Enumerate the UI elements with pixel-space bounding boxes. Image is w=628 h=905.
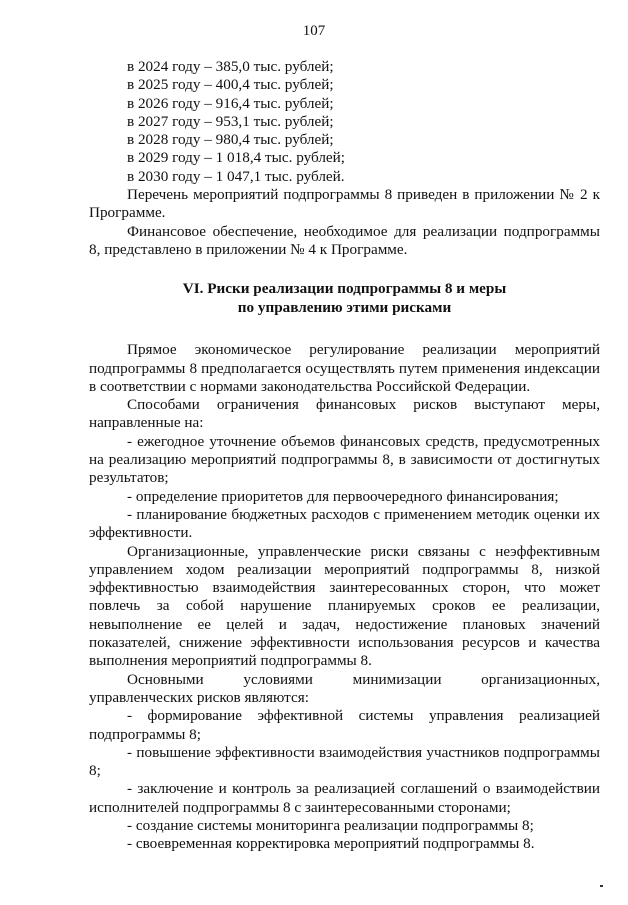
section-heading [89, 279, 600, 317]
paragraph: Перечень мероприятий подпрограммы 8 приведен в приложении № 2 к Программе. [89, 186, 600, 222]
list-item: - повышение эффективности взаимодействия участников подпрограммы 8; [89, 743, 600, 780]
list-item: - ежегодное уточнение объемов финансовых средств, предусмотренных на реализацию мероприятий подпрограммы 8, в зависимости от достигнутых результатов; [89, 432, 600, 487]
paragraph: Финансовое обеспечение, необходимое для реализации подпрограммы 8, представлено в приложении № 4 к Программе. [89, 222, 600, 258]
list-item: - создание системы мониторинга реализации подпрограммы 8; [127, 816, 534, 834]
funding-line: в 2028 году – 980,4 тыс. рублей; [127, 131, 334, 149]
funding-line: в 2025 году – 400,4 тыс. рублей; [127, 76, 334, 94]
list-item: - своевременная корректировка мероприятий подпрограммы 8. [127, 835, 535, 853]
list-item: - формирование эффективной системы управления реализацией подпрограммы 8; [89, 707, 600, 743]
funding-line: в 2027 году – 953,1 тыс. рублей; [127, 112, 334, 130]
page-number: 107 [302, 23, 326, 39]
list-item: - заключение и контроль за реализацией соглашений о взаимодействии исполнителей подпрограммы 8 с заинтересованными сторонами; [89, 780, 600, 816]
funding-line: в 2030 году – 1 047,1 тыс. рублей. [127, 167, 345, 185]
funding-line: в 2029 году – 1 018,4 тыс. рублей; [127, 149, 345, 167]
funding-line: в 2026 году – 916,4 тыс. рублей; [127, 94, 334, 112]
page-content [89, 58, 600, 854]
section-heading-line: VI. Риски реализации подпрограммы 8 и меры [182, 280, 507, 298]
scan-speck [600, 885, 603, 887]
paragraph: Прямое экономическое регулирование реализации мероприятий подпрограммы 8 предполагается осуществлять путем применения индексации в соответствии с нормами законодательства Российской Федерации. [89, 341, 600, 395]
paragraph: Основными условиями минимизации организационных, управленческих рисков являются: [89, 670, 600, 706]
paragraph: Организационные, управленческие риски связаны с неэффективным управлением ходом реализации мероприятий подпрограммы 8, низкой эффективностью взаимодействия заинтересованных сторон, что может повлечь за собой нарушение планируемых сроков ее реализации, невыполнение ее целей и задач, недостижение плановых значений показателей, снижение эффективности использования ресурсов и качества выполнения мероприятий подпрограммы 8. [89, 542, 600, 670]
paragraph: Способами ограничения финансовых рисков выступают меры, направленные на: [89, 396, 600, 432]
section-heading-line: по управлению этими рисками [237, 299, 452, 317]
funding-line: в 2024 году – 385,0 тыс. рублей; [127, 58, 334, 75]
list-item: - планирование бюджетных расходов с применением методик оценки их эффективности. [89, 505, 600, 542]
funding-list [89, 58, 600, 186]
list-item: - определение приоритетов для первоочередного финансирования; [127, 487, 559, 505]
